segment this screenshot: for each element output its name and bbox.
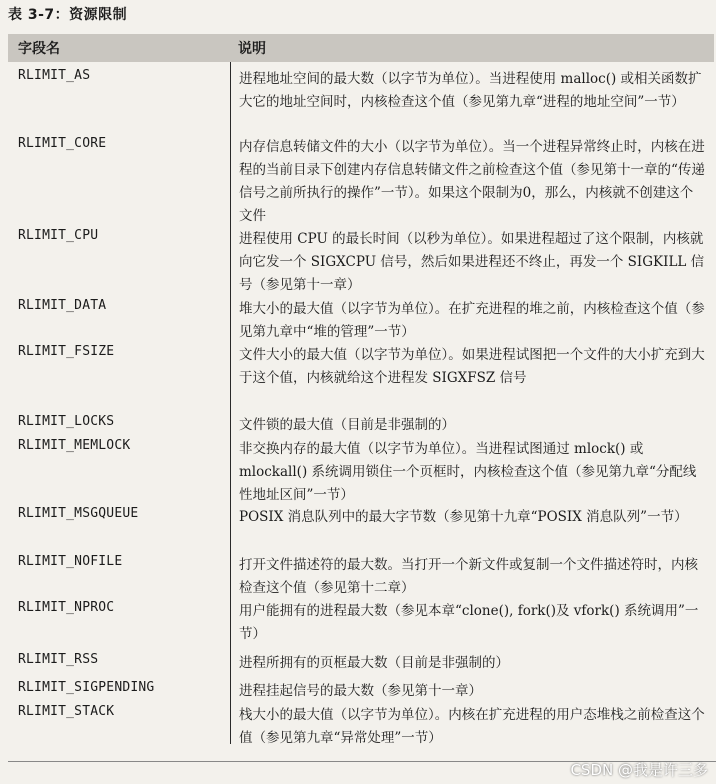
field-description: 用户能拥有的进程最大数（参见本章“clone(), fork()及 vfork() 系统调用”一节）	[230, 594, 714, 646]
field-name: RLIMIT_SIGPENDING	[18, 680, 155, 695]
table-row	[8, 222, 714, 292]
field-name: RLIMIT_NOFILE	[18, 554, 123, 569]
field-description: 栈大小的最大值（以字节为单位）。内核在扩充进程的用户态堆栈之前检查这个值（参见第九章“异常处理”一节）	[230, 698, 714, 744]
table-row	[8, 548, 714, 594]
field-name: RLIMIT_MSGQUEUE	[18, 506, 139, 521]
table-header	[8, 34, 714, 62]
table-row	[8, 62, 714, 130]
field-name: RLIMIT_AS	[18, 68, 91, 83]
table-caption: 表 3-7：资源限制	[8, 7, 128, 23]
field-name: RLIMIT_CORE	[18, 136, 107, 151]
watermark: CSDN @我是许三多	[570, 761, 708, 779]
table-row	[8, 292, 714, 338]
table-body	[8, 62, 714, 744]
field-description: 内存信息转储文件的大小（以字节为单位）。当一个进程异常终止时，内核在进程的当前目录下创建内存信息转储文件之前检查这个值（参见第十一章的“传递信号之前所执行的操作”一节）。如果这个限制为0，那么，内核就不创建这个文件	[230, 130, 714, 222]
field-description: 进程挂起信号的最大数（参见第十一章）	[230, 674, 714, 698]
field-description: 文件大小的最大值（以字节为单位）。如果进程试图把一个文件的大小扩充到大于这个值，内核就给这个进程发 SIGXFSZ 信号	[230, 338, 714, 408]
field-description: 进程使用 CPU 的最长时间（以秒为单位）。如果进程超过了这个限制，内核就向它发一个 SIGXCPU 信号，然后如果进程还不终止，再发一个 SIGKILL 信号（参见第十一章）	[230, 222, 714, 292]
field-name: RLIMIT_FSIZE	[18, 344, 115, 359]
header-field: 字段名	[18, 41, 60, 57]
field-name: RLIMIT_LOCKS	[18, 414, 115, 429]
field-description: 文件锁的最大值（目前是非强制的）	[230, 408, 714, 432]
field-name: RLIMIT_DATA	[18, 298, 107, 313]
table-row	[8, 130, 714, 222]
field-description: POSIX 消息队列中的最大字节数（参见第十九章“POSIX 消息队列”一节）	[230, 500, 714, 548]
field-description: 非交换内存的最大值（以字节为单位）。当进程试图通过 mlock() 或 mlockall() 系统调用锁住一个页框时，内核检查这个值（参见第九章“分配线性地址区间”一节）	[230, 432, 714, 500]
field-name: RLIMIT_RSS	[18, 652, 99, 667]
table-row	[8, 674, 714, 698]
field-description: 进程所拥有的页框最大数（目前是非强制的）	[230, 646, 714, 674]
table-row	[8, 338, 714, 408]
field-description: 堆大小的最大值（以字节为单位）。在扩充进程的堆之前，内核检查这个值（参见第九章中“堆的管理”一节）	[230, 292, 714, 338]
field-name: RLIMIT_MEMLOCK	[18, 438, 131, 453]
header-desc: 说明	[238, 41, 266, 57]
field-name: RLIMIT_CPU	[18, 228, 99, 243]
table-row	[8, 408, 714, 432]
field-name: RLIMIT_STACK	[18, 704, 115, 719]
resource-limits-table	[8, 34, 714, 744]
table-row	[8, 646, 714, 674]
table-row	[8, 432, 714, 503]
table-row	[8, 500, 714, 548]
field-name: RLIMIT_NPROC	[18, 600, 115, 615]
field-description: 打开文件描述符的最大数。当打开一个新文件或复制一个文件描述符时，内核检查这个值（参见第十二章）	[230, 548, 714, 594]
field-description: 进程地址空间的最大数（以字节为单位）。当进程使用 malloc() 或相关函数扩大它的地址空间时，内核检查这个值（参见第九章“进程的地址空间”一节）	[230, 62, 714, 130]
table-row	[8, 698, 714, 744]
table-row	[8, 594, 714, 646]
